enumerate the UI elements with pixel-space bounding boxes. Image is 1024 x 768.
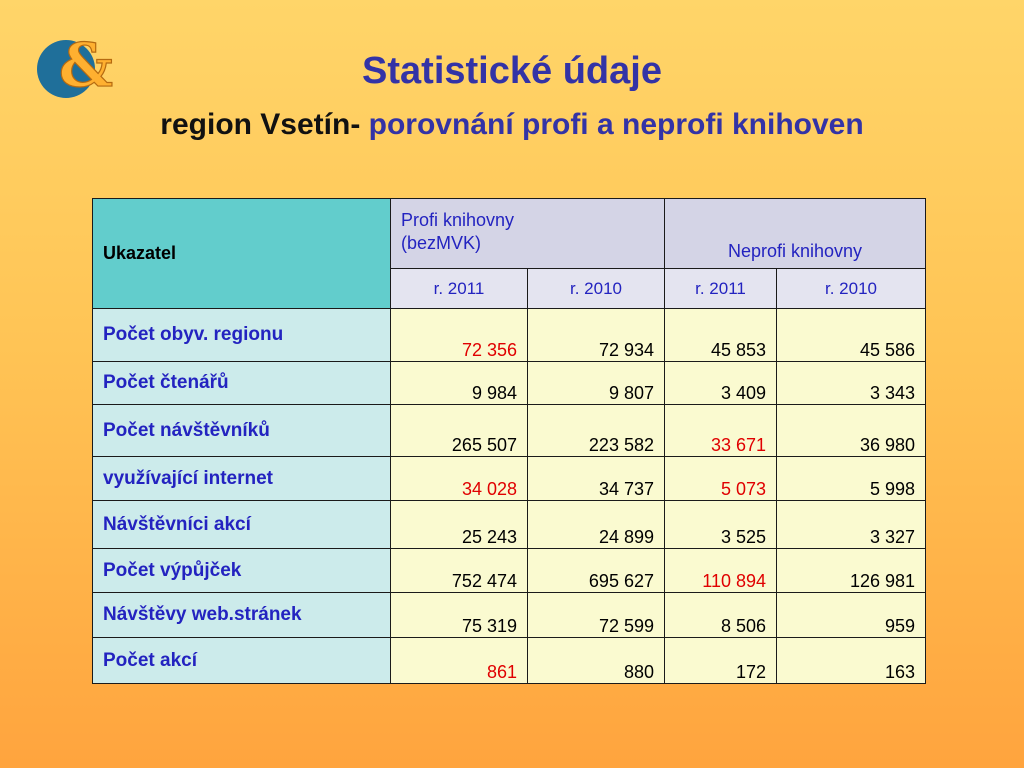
- header-profi-libraries: [391, 199, 665, 269]
- table-row: [93, 457, 926, 501]
- cell-profi-2011: 34 028: [391, 457, 528, 501]
- header-row-groups: [93, 199, 926, 269]
- cell-profi-2010: 72 599: [528, 593, 665, 638]
- cell-neprofi-2011: 3 409: [665, 362, 777, 405]
- cell-neprofi-2011: 33 671: [665, 405, 777, 457]
- cell-neprofi-2010: 126 981: [777, 549, 926, 593]
- row-label: Návštěvníci akcí: [93, 501, 391, 549]
- cell-neprofi-2011: 8 506: [665, 593, 777, 638]
- cell-neprofi-2011: 5 073: [665, 457, 777, 501]
- cell-profi-2011: 25 243: [391, 501, 528, 549]
- subtitle-region: region Vsetín-: [160, 108, 369, 141]
- cell-profi-2010: 223 582: [528, 405, 665, 457]
- row-label: Počet výpůjček: [93, 549, 391, 593]
- row-label: Počet obyv. regionu: [93, 309, 391, 362]
- cell-profi-2011: 752 474: [391, 549, 528, 593]
- row-label: Návštěvy web.stránek: [93, 593, 391, 638]
- subtitle-comparison: porovnání profi a neprofi knihoven: [368, 108, 864, 141]
- cell-neprofi-2010: 3 327: [777, 501, 926, 549]
- cell-profi-2010: 695 627: [528, 549, 665, 593]
- cell-neprofi-2011: 45 853: [665, 309, 777, 362]
- cell-neprofi-2010: 5 998: [777, 457, 926, 501]
- table-row: [93, 549, 926, 593]
- cell-neprofi-2011: 172: [665, 638, 777, 684]
- row-label: Počet čtenářů: [93, 362, 391, 405]
- header-year-neprofi-2010: r. 2010: [777, 269, 926, 309]
- table-row: [93, 362, 926, 405]
- header-year-profi-2011: r. 2011: [391, 269, 528, 309]
- cell-profi-2011: 265 507: [391, 405, 528, 457]
- cell-profi-2011: 75 319: [391, 593, 528, 638]
- cell-neprofi-2010: 45 586: [777, 309, 926, 362]
- cell-profi-2010: 880: [528, 638, 665, 684]
- table-row: [93, 309, 926, 362]
- cell-profi-2010: 72 934: [528, 309, 665, 362]
- cell-profi-2011: 861: [391, 638, 528, 684]
- logo-glyph: &: [58, 34, 114, 100]
- cell-profi-2011: 9 984: [391, 362, 528, 405]
- header-ukazatel: Ukazatel: [93, 199, 391, 309]
- cell-neprofi-2011: 3 525: [665, 501, 777, 549]
- cell-profi-2011: 72 356: [391, 309, 528, 362]
- header-profi-line1: Profi knihovny: [401, 210, 515, 230]
- table-row: [93, 638, 926, 684]
- cell-profi-2010: 9 807: [528, 362, 665, 405]
- header-profi-line2: (bezMVK): [401, 233, 482, 254]
- header-neprofi-libraries: Neprofi knihovny: [665, 199, 926, 269]
- cell-profi-2010: 24 899: [528, 501, 665, 549]
- cell-neprofi-2010: 36 980: [777, 405, 926, 457]
- header-year-profi-2010: r. 2010: [528, 269, 665, 309]
- page-title: Statistické údaje: [362, 50, 662, 92]
- header-year-neprofi-2011: r. 2011: [665, 269, 777, 309]
- cell-neprofi-2011: 110 894: [665, 549, 777, 593]
- cell-neprofi-2010: 3 343: [777, 362, 926, 405]
- row-label: využívající internet: [93, 457, 391, 501]
- cell-neprofi-2010: 163: [777, 638, 926, 684]
- table-row: [93, 405, 926, 457]
- row-label: Počet návštěvníků: [93, 405, 391, 457]
- cell-neprofi-2010: 959: [777, 593, 926, 638]
- statistics-table: [92, 198, 926, 684]
- table-row: [93, 593, 926, 638]
- table-row: [93, 501, 926, 549]
- cell-profi-2010: 34 737: [528, 457, 665, 501]
- page-subtitle: [0, 110, 1024, 140]
- row-label: Počet akcí: [93, 638, 391, 684]
